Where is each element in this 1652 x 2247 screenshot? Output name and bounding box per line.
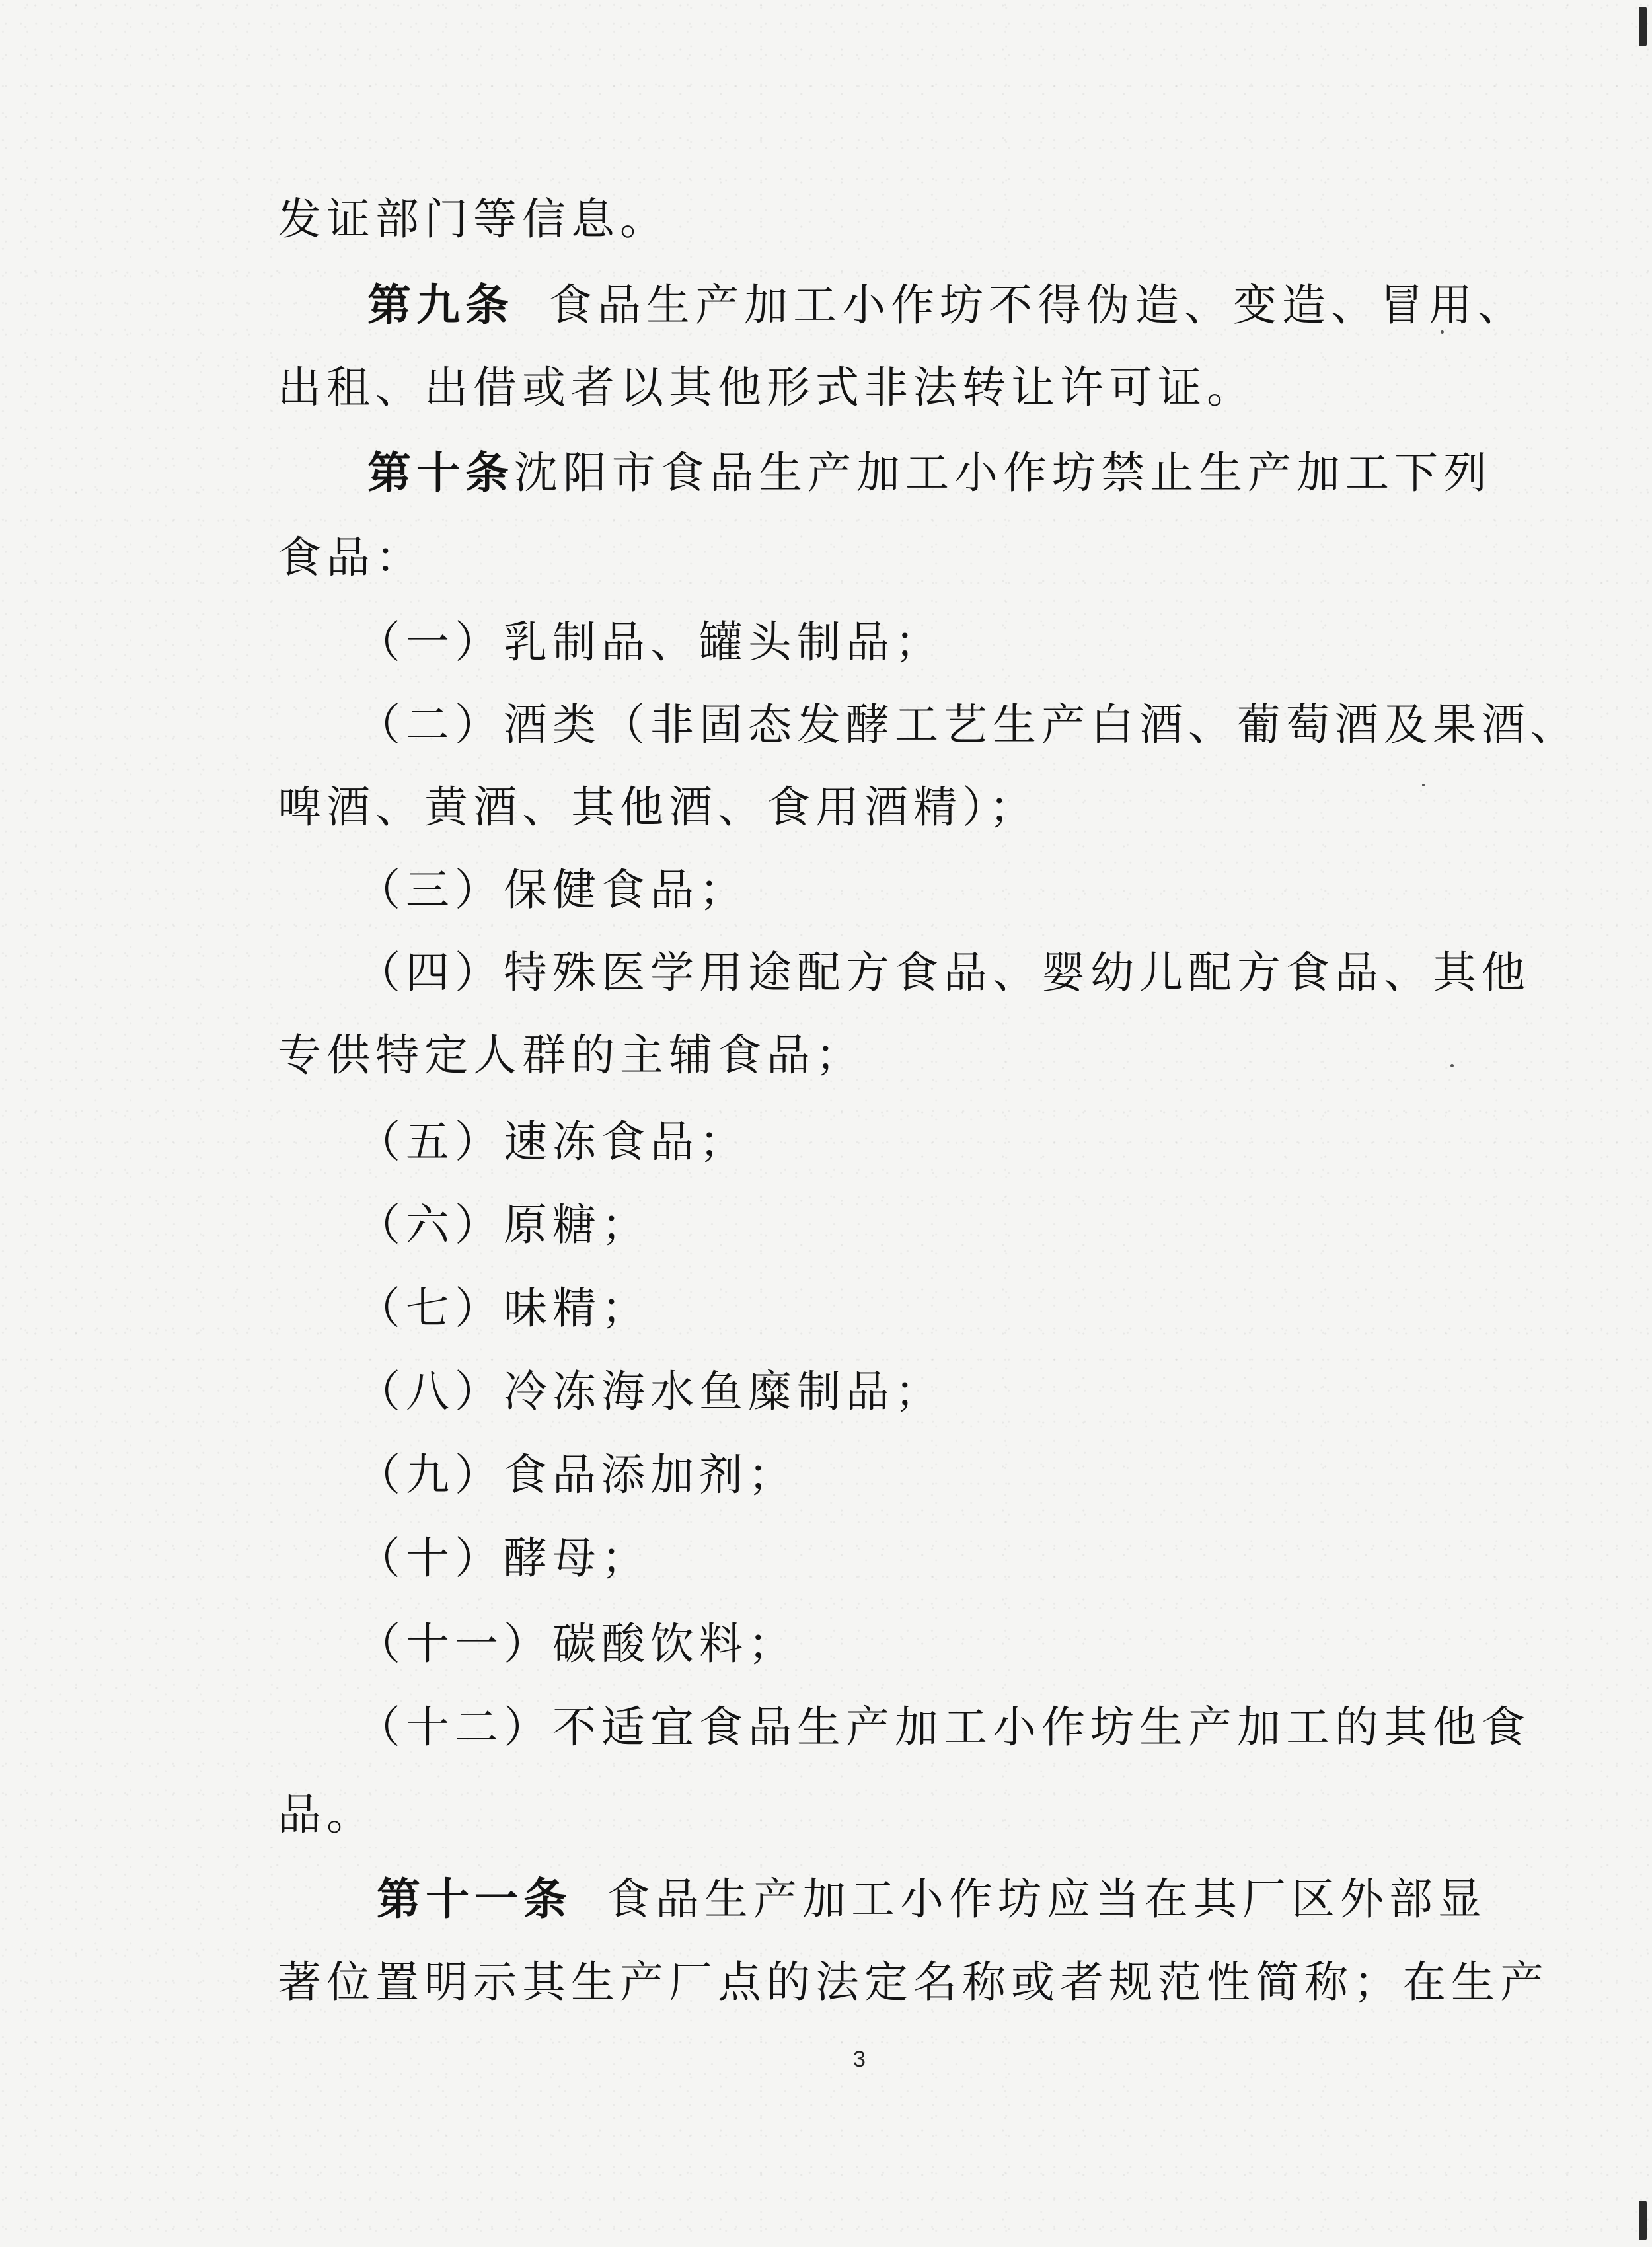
list-item: （十二）不适宜食品生产加工小作坊生产加工的其他食 xyxy=(357,1702,1530,1753)
list-item: （四）特殊医学用途配方食品、婴幼儿配方食品、其他 xyxy=(357,947,1530,998)
list-item: （五）速冻食品； xyxy=(357,1116,748,1167)
list-item: （九）食品添加剂； xyxy=(357,1449,797,1500)
continuation-text: 发证部门等信息。 xyxy=(278,194,669,245)
scan-edge-mark xyxy=(1639,2201,1647,2240)
article-9-second-line xyxy=(278,362,1256,414)
article-11-first-line xyxy=(377,1873,1487,1926)
article-9-first-line xyxy=(367,279,1526,332)
list-item: （十一）碳酸饮料； xyxy=(357,1619,797,1669)
article-11-title: 第十一条 xyxy=(377,1874,572,1924)
list-item: （八）冷冻海水鱼糜制品； xyxy=(357,1366,944,1417)
list-item-continued: 品。 xyxy=(278,1789,375,1840)
article-10-title: 第十条 xyxy=(367,447,514,498)
article-11-text: 食品生产加工小作坊应当在其厂区外部显 xyxy=(607,1874,1487,1924)
article-9-text-continued: 出租、出借或者以其他形式非法转让许可证。 xyxy=(278,362,1256,413)
list-item: （七）味精； xyxy=(357,1283,650,1334)
article-11-second-line xyxy=(278,1956,1549,2009)
list-item-continued: 啤酒、黄酒、其他酒、食用酒精）； xyxy=(278,782,1038,833)
list-item: （六）原糖； xyxy=(357,1200,650,1250)
page-number: 3 xyxy=(853,2047,866,2072)
article-10-first-line xyxy=(367,447,1492,500)
article-9-title: 第九条 xyxy=(367,280,514,330)
list-item: （十）酵母； xyxy=(357,1533,650,1583)
scan-speck xyxy=(1450,1064,1454,1067)
article-10-text: 沈阳市食品生产加工小作坊禁止生产加工下列 xyxy=(514,447,1492,498)
scan-speck xyxy=(1422,784,1425,786)
continuation-line xyxy=(278,193,669,246)
article-10-text-continued: 食品： xyxy=(278,532,424,583)
list-item-continued: 专供特定人群的主辅食品； xyxy=(278,1030,864,1081)
list-item: （三）保健食品； xyxy=(357,864,748,915)
article-10-second-line xyxy=(278,531,424,584)
scan-edge-mark xyxy=(1639,7,1647,46)
scan-speck xyxy=(1441,330,1444,334)
list-item: （一）乳制品、罐头制品； xyxy=(357,617,944,667)
list-item: （二）酒类（非固态发酵工艺生产白酒、葡萄酒及果酒、 xyxy=(357,699,1579,750)
article-9-text: 食品生产加工小作坊不得伪造、变造、冒用、 xyxy=(548,280,1526,330)
article-11-text-continued: 著位置明示其生产厂点的法定名称或者规范性简称；在生产 xyxy=(278,1957,1549,2008)
